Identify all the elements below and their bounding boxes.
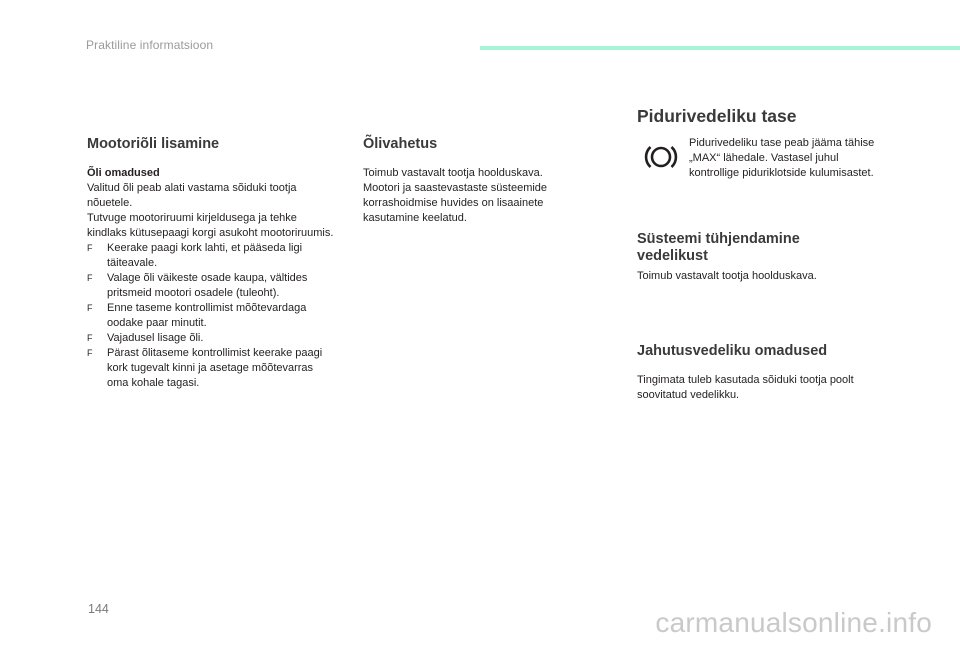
column-oil-adding (87, 136, 337, 391)
brake-warning-icon (643, 142, 679, 172)
arrow-bullet-icon: F (87, 303, 93, 313)
brake-fluid-info (637, 136, 877, 196)
heading-brake-fluid-level: Pidurivedeliku tase (637, 106, 797, 126)
list-item: F Keerake paagi kork lahti, et pääseda ligi täiteavale. (87, 242, 303, 269)
system-draining-text: Toimub vastavalt tootja hoolduskava. (637, 270, 817, 282)
column-oil-change (363, 136, 578, 226)
list-item: F Pärast õlitaseme kontrollimist keerake paagi kork tugevalt kinni ja asetage mõõtevarras oma kohale tagasi. (87, 347, 323, 389)
column-brake-fluid (637, 106, 877, 436)
page-number: 144 (88, 602, 109, 616)
list-item: F Valage õli väikeste osade kaupa, vältides pritsmeid mootori osadele (tuleoht). (87, 272, 308, 299)
header-accent-rule (480, 46, 960, 50)
arrow-bullet-icon: F (87, 348, 93, 358)
heading-oil-change: Õlivahetus (363, 136, 438, 152)
watermark: carmanualsonline.info (655, 607, 932, 638)
heading-oil-adding: Mootoriõli lisamine (87, 136, 220, 152)
section-header: Praktiline informatsioon (86, 38, 214, 52)
heading-coolant-properties: Jahutusvedeliku omadused (637, 343, 828, 359)
list-item: F Vajadusel lisage õli. (87, 332, 204, 344)
coolant-properties-text: Tingimata tuleb kasutada sõiduki tootja poolt soovitatud vedelikku. (637, 374, 854, 401)
arrow-bullet-icon: F (87, 273, 93, 283)
brake-fluid-text: Pidurivedeliku tase peab jääma tähise „MAX“ lähedale. Vastasel juhul kontrollige piduriklotside kulumisastet. (689, 137, 875, 179)
oil-steps-list (87, 241, 337, 391)
arrow-bullet-icon: F (87, 243, 93, 253)
heading-system-draining: Süsteemi tühjendamine vedelikust (637, 231, 800, 264)
oil-change-text: Toimub vastavalt tootja hoolduskava. Mootori ja saastevastaste süsteemide korrashoidmise huvides on lisaainete kasutamine keelatud. (363, 167, 548, 224)
oil-intro-text: Valitud õli peab alati vastama sõiduki tootja nõuetele. Tutvuge mootoriruumi kirjeldusega ja tehke kindlaks kütusepaagi korgi asukoht mootoriruumis. (87, 182, 334, 239)
arrow-bullet-icon: F (87, 333, 93, 343)
list-item: F Enne taseme kontrollimist mõõtevardaga oodake paar minutit. (87, 302, 307, 329)
subheading-oil-properties: Õli omadused (87, 167, 160, 179)
